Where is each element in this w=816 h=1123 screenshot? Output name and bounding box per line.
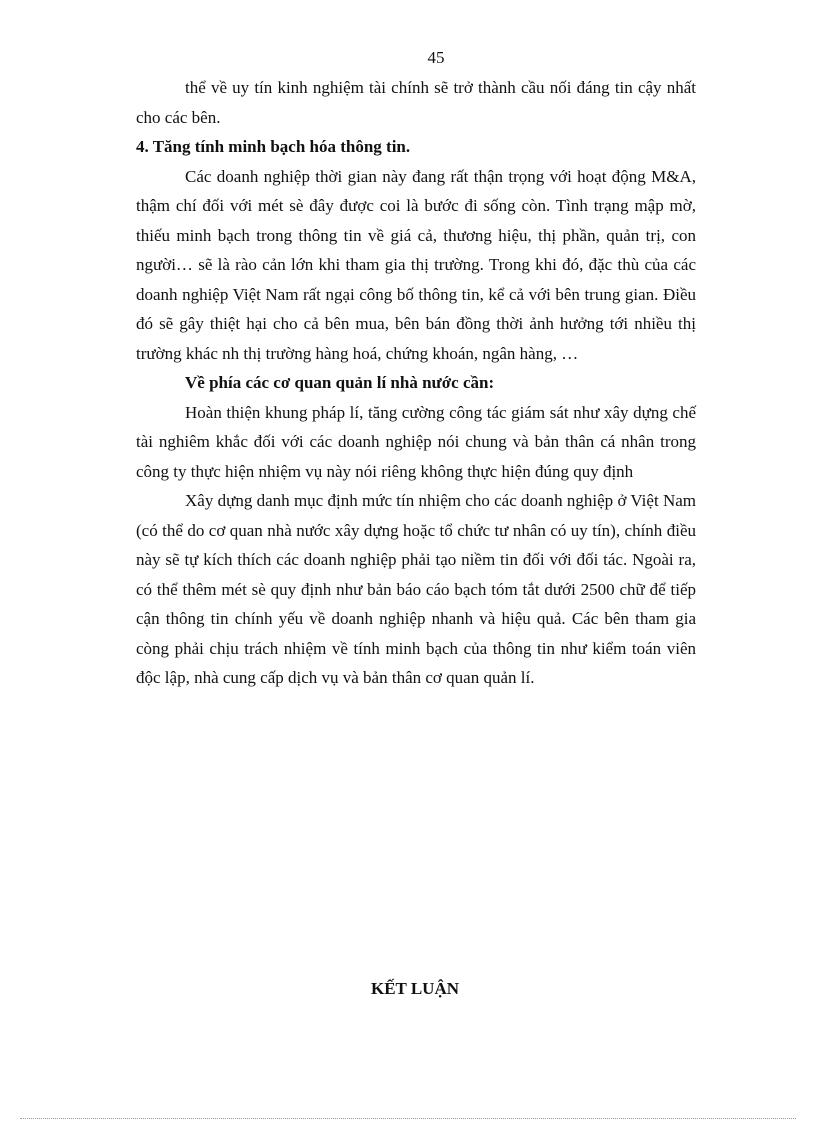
page-bottom-divider: [20, 1118, 796, 1119]
paragraph-credit-rating: Xây dựng danh mục định mức tín nhiệm cho các doanh nghiệp ở Việt Nam (có thể do cơ quan nhà nước xây dựng hoặc tổ chức tư nhân có uy tín), chính điều này sẽ tự kích thích các doanh nghiệp phải tạo niềm tin đối với đối tác. Ngoài ra, có thể thêm mét sè quy định như bản báo cáo bạch tóm tắt dưới 2500 chữ để tiếp cận thông tin chính yếu về doanh nghiệp nhanh và hiệu quả. Các bên tham gia còng phải chịu trách nhiệm về tính minh bạch của thông tin như kiểm toán viên độc lập, nhà cung cấp dịch vụ và bản thân cơ quan quản lí.: [136, 491, 696, 687]
paragraph-legal-framework: Hoàn thiện khung pháp lí, tăng cường công tác giám sát như xây dựng chế tài nghiêm khắc đối với các doanh nghiệp nói chung và bản thân cá nhân trong công ty thực hiện nhiệm vụ này nói riêng không thực hiện đúng quy định: [136, 402, 696, 481]
page-number: 45: [427, 48, 445, 67]
conclusion-title: KẾT LUẬN: [370, 979, 459, 998]
page-body: [136, 73, 696, 693]
paragraph-ma-transparency: Các doanh nghiệp thời gian này đang rất thận trọng với hoạt động M&A, thậm chí đối với mét sè đây được coi là bước đi sống còn. Tình trạng mập mờ, thiếu minh bạch trong thông tin về giá cả, thương hiệu, thị phần, quản trị, con người… sẽ là rào cản lớn khi tham gia thị trường. Trong khi đó, đặc thù của các doanh nghiệp Việt Nam rất ngại công bố thông tin, kể cả với bên trung gian. Điều đó sẽ gây thiệt hại cho cả bên mua, bên bán đồng thời ảnh hưởng tới nhiều thị trường khác nh thị trường hàng hoá, chứng khoán, ngân hàng, …: [136, 166, 696, 363]
subsection-heading: Về phía các cơ quan quản lí nhà nước cần:: [185, 373, 495, 392]
paragraph-continuation: thể về uy tín kinh nghiệm tài chính sẽ trở thành cầu nối đáng tin cậy nhất cho các bên.: [136, 78, 696, 127]
section-heading: 4. Tăng tính minh bạch hóa thông tin.: [136, 137, 411, 156]
